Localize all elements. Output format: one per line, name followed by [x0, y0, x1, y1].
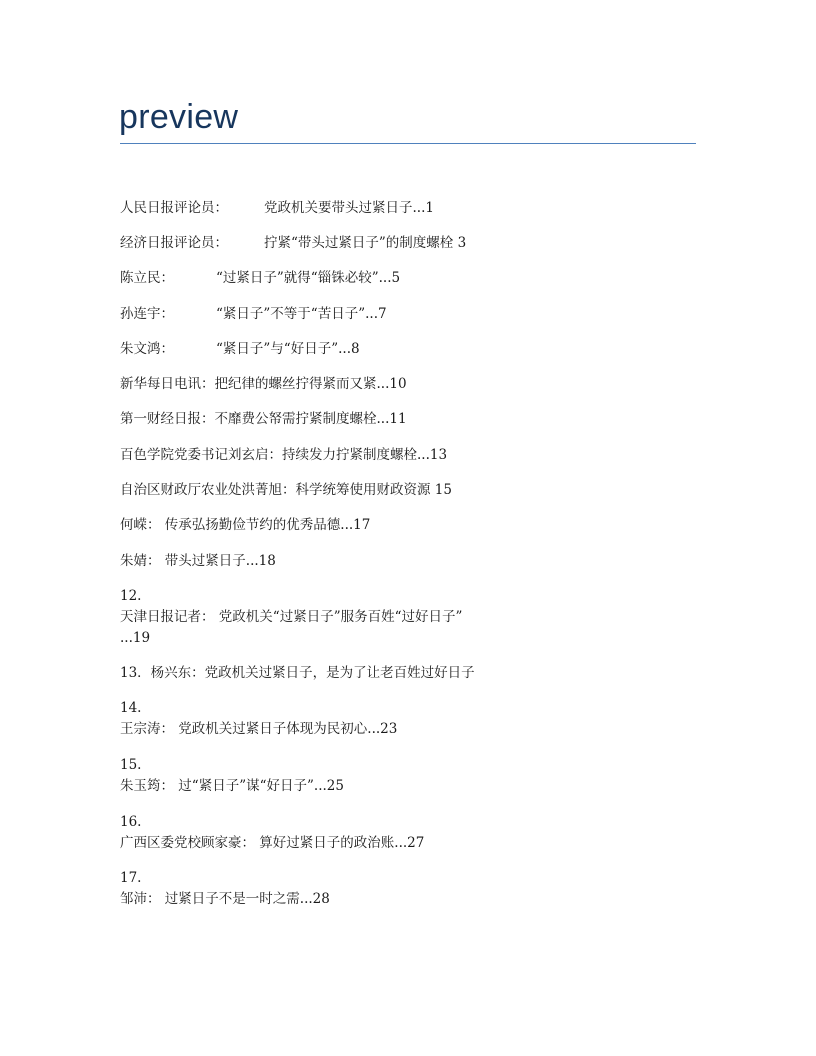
toc-entry[interactable]: 朱婧： 带头过紧日子...18 — [120, 553, 276, 569]
toc-text: 党政机关要带头过紧日子...1 — [264, 200, 434, 216]
document-title: preview — [119, 98, 239, 136]
toc-entry-number: 17. — [120, 870, 142, 886]
toc-entry[interactable]: 广西区委党校顾家豪： 算好过紧日子的政治账...27 — [120, 835, 425, 851]
toc-entry-number: 14. — [120, 700, 142, 716]
toc-entry[interactable] — [120, 233, 467, 253]
toc-entry[interactable]: 天津日报记者： 党政机关“过紧日子”服务百姓“过好日子” — [120, 609, 463, 625]
toc-entry[interactable]: 朱玉筠： 过“紧日子”谋“好日子”...25 — [120, 778, 344, 794]
toc-author: 经济日报评论员： — [120, 235, 228, 251]
toc-entry[interactable]: 百色学院党委书记刘玄启：持续发力拧紧制度螺栓...13 — [120, 447, 448, 463]
toc-text: “过紧日子”就得“锱铢必较”...5 — [216, 270, 401, 286]
toc-entry[interactable]: 何嵘： 传承弘扬勤俭节约的优秀品德...17 — [120, 517, 371, 533]
toc-author: 人民日报评论员： — [120, 200, 228, 216]
toc-entry[interactable]: 邹沛： 过紧日子不是一时之需...28 — [120, 891, 330, 907]
title-divider — [120, 143, 696, 144]
toc-entry[interactable]: 13．杨兴东：党政机关过紧日子，是为了让老百姓过好日子 — [120, 665, 475, 681]
toc-text: “紧日子”不等于“苦日子”...7 — [216, 306, 387, 322]
toc-entry[interactable]: 王宗涛： 党政机关过紧日子体现为民初心...23 — [120, 721, 398, 737]
toc-entry[interactable] — [120, 304, 387, 324]
toc-text: “紧日子”与“好日子”...8 — [216, 341, 360, 357]
toc-entry[interactable] — [120, 339, 360, 359]
toc-entry[interactable] — [120, 198, 434, 218]
toc-entry[interactable] — [120, 268, 401, 288]
toc-author: 孙连宇： — [120, 306, 174, 322]
toc-author: 朱文鸿： — [120, 341, 174, 357]
toc-text: 拧紧“带头过紧日子”的制度螺栓 3 — [264, 235, 467, 251]
toc-entry-number: 12. — [120, 588, 142, 604]
toc-entry-number: 16. — [120, 814, 142, 830]
toc-entry-continuation[interactable]: ...19 — [120, 630, 151, 646]
toc-entry-number: 15. — [120, 757, 142, 773]
toc-entry[interactable]: 自治区财政厅农业处洪菁旭：科学统筹使用财政资源 15 — [120, 482, 452, 498]
toc-entry[interactable]: 第一财经日报：不靡费公帑需拧紧制度螺栓...11 — [120, 411, 407, 427]
toc-entry[interactable]: 新华每日电讯：把纪律的螺丝拧得紧而又紧...10 — [120, 376, 407, 392]
toc-author: 陈立民： — [120, 270, 174, 286]
